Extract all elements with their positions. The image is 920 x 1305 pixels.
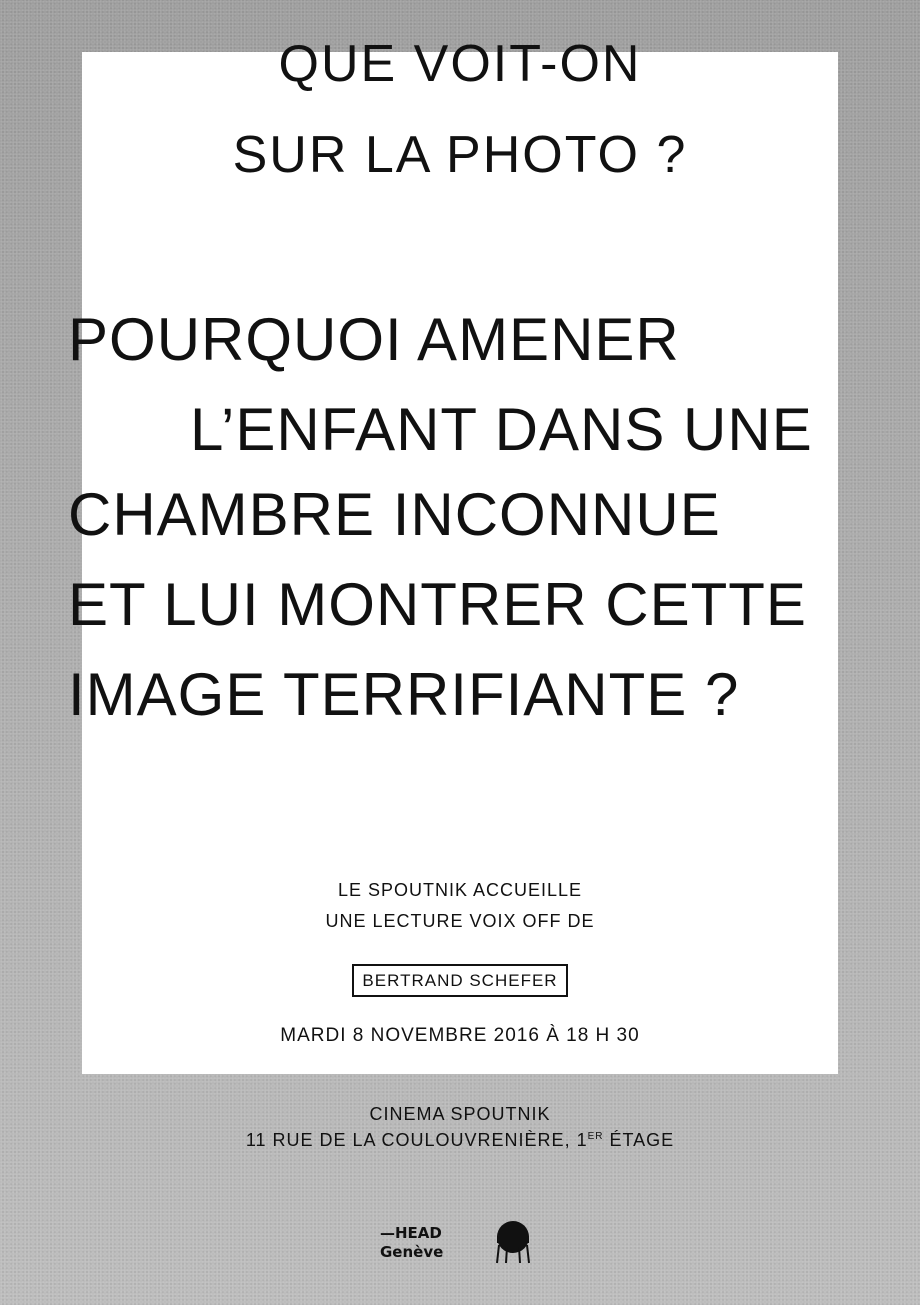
venue-address	[0, 1128, 920, 1152]
title-line-2: SUR LA PHOTO ?	[232, 126, 688, 184]
event-intro-line-1: LE SPOUTNIK ACCUEILLE	[337, 880, 583, 900]
question-line-2: L’ENFANT DANS UNE	[190, 396, 813, 463]
head-logo-line-1: —HEAD	[380, 1224, 442, 1242]
event-intro-line-2: UNE LECTURE VOIX OFF DE	[325, 911, 595, 931]
venue-name: CINEMA SPOUTNIK	[369, 1104, 551, 1124]
spoutnik-logo-icon	[493, 1217, 533, 1265]
speaker-name: BERTRAND SCHEFER	[352, 964, 567, 997]
question-line-3: CHAMBRE INCONNUE	[68, 481, 721, 548]
title-line-1: QUE VOIT-ON	[278, 35, 642, 93]
speaker-box-wrapper	[0, 964, 920, 997]
venue-address-main: 11 RUE DE LA COULOUVRENIÈRE, 1	[245, 1130, 588, 1150]
question-line-1: POURQUOI AMENER	[68, 306, 680, 373]
venue-address-superscript: ER	[587, 1131, 604, 1142]
head-logo-line-2: Genève	[380, 1243, 444, 1261]
venue-address-end: ÉTAGE	[603, 1130, 675, 1150]
head-geneve-logo	[380, 1224, 443, 1262]
event-date: MARDI 8 NOVEMBRE 2016 À 18 H 30	[280, 1025, 640, 1046]
question-line-5: IMAGE TERRIFIANTE ?	[68, 661, 740, 728]
question-line-4: ET LUI MONTRER CETTE	[68, 571, 807, 638]
